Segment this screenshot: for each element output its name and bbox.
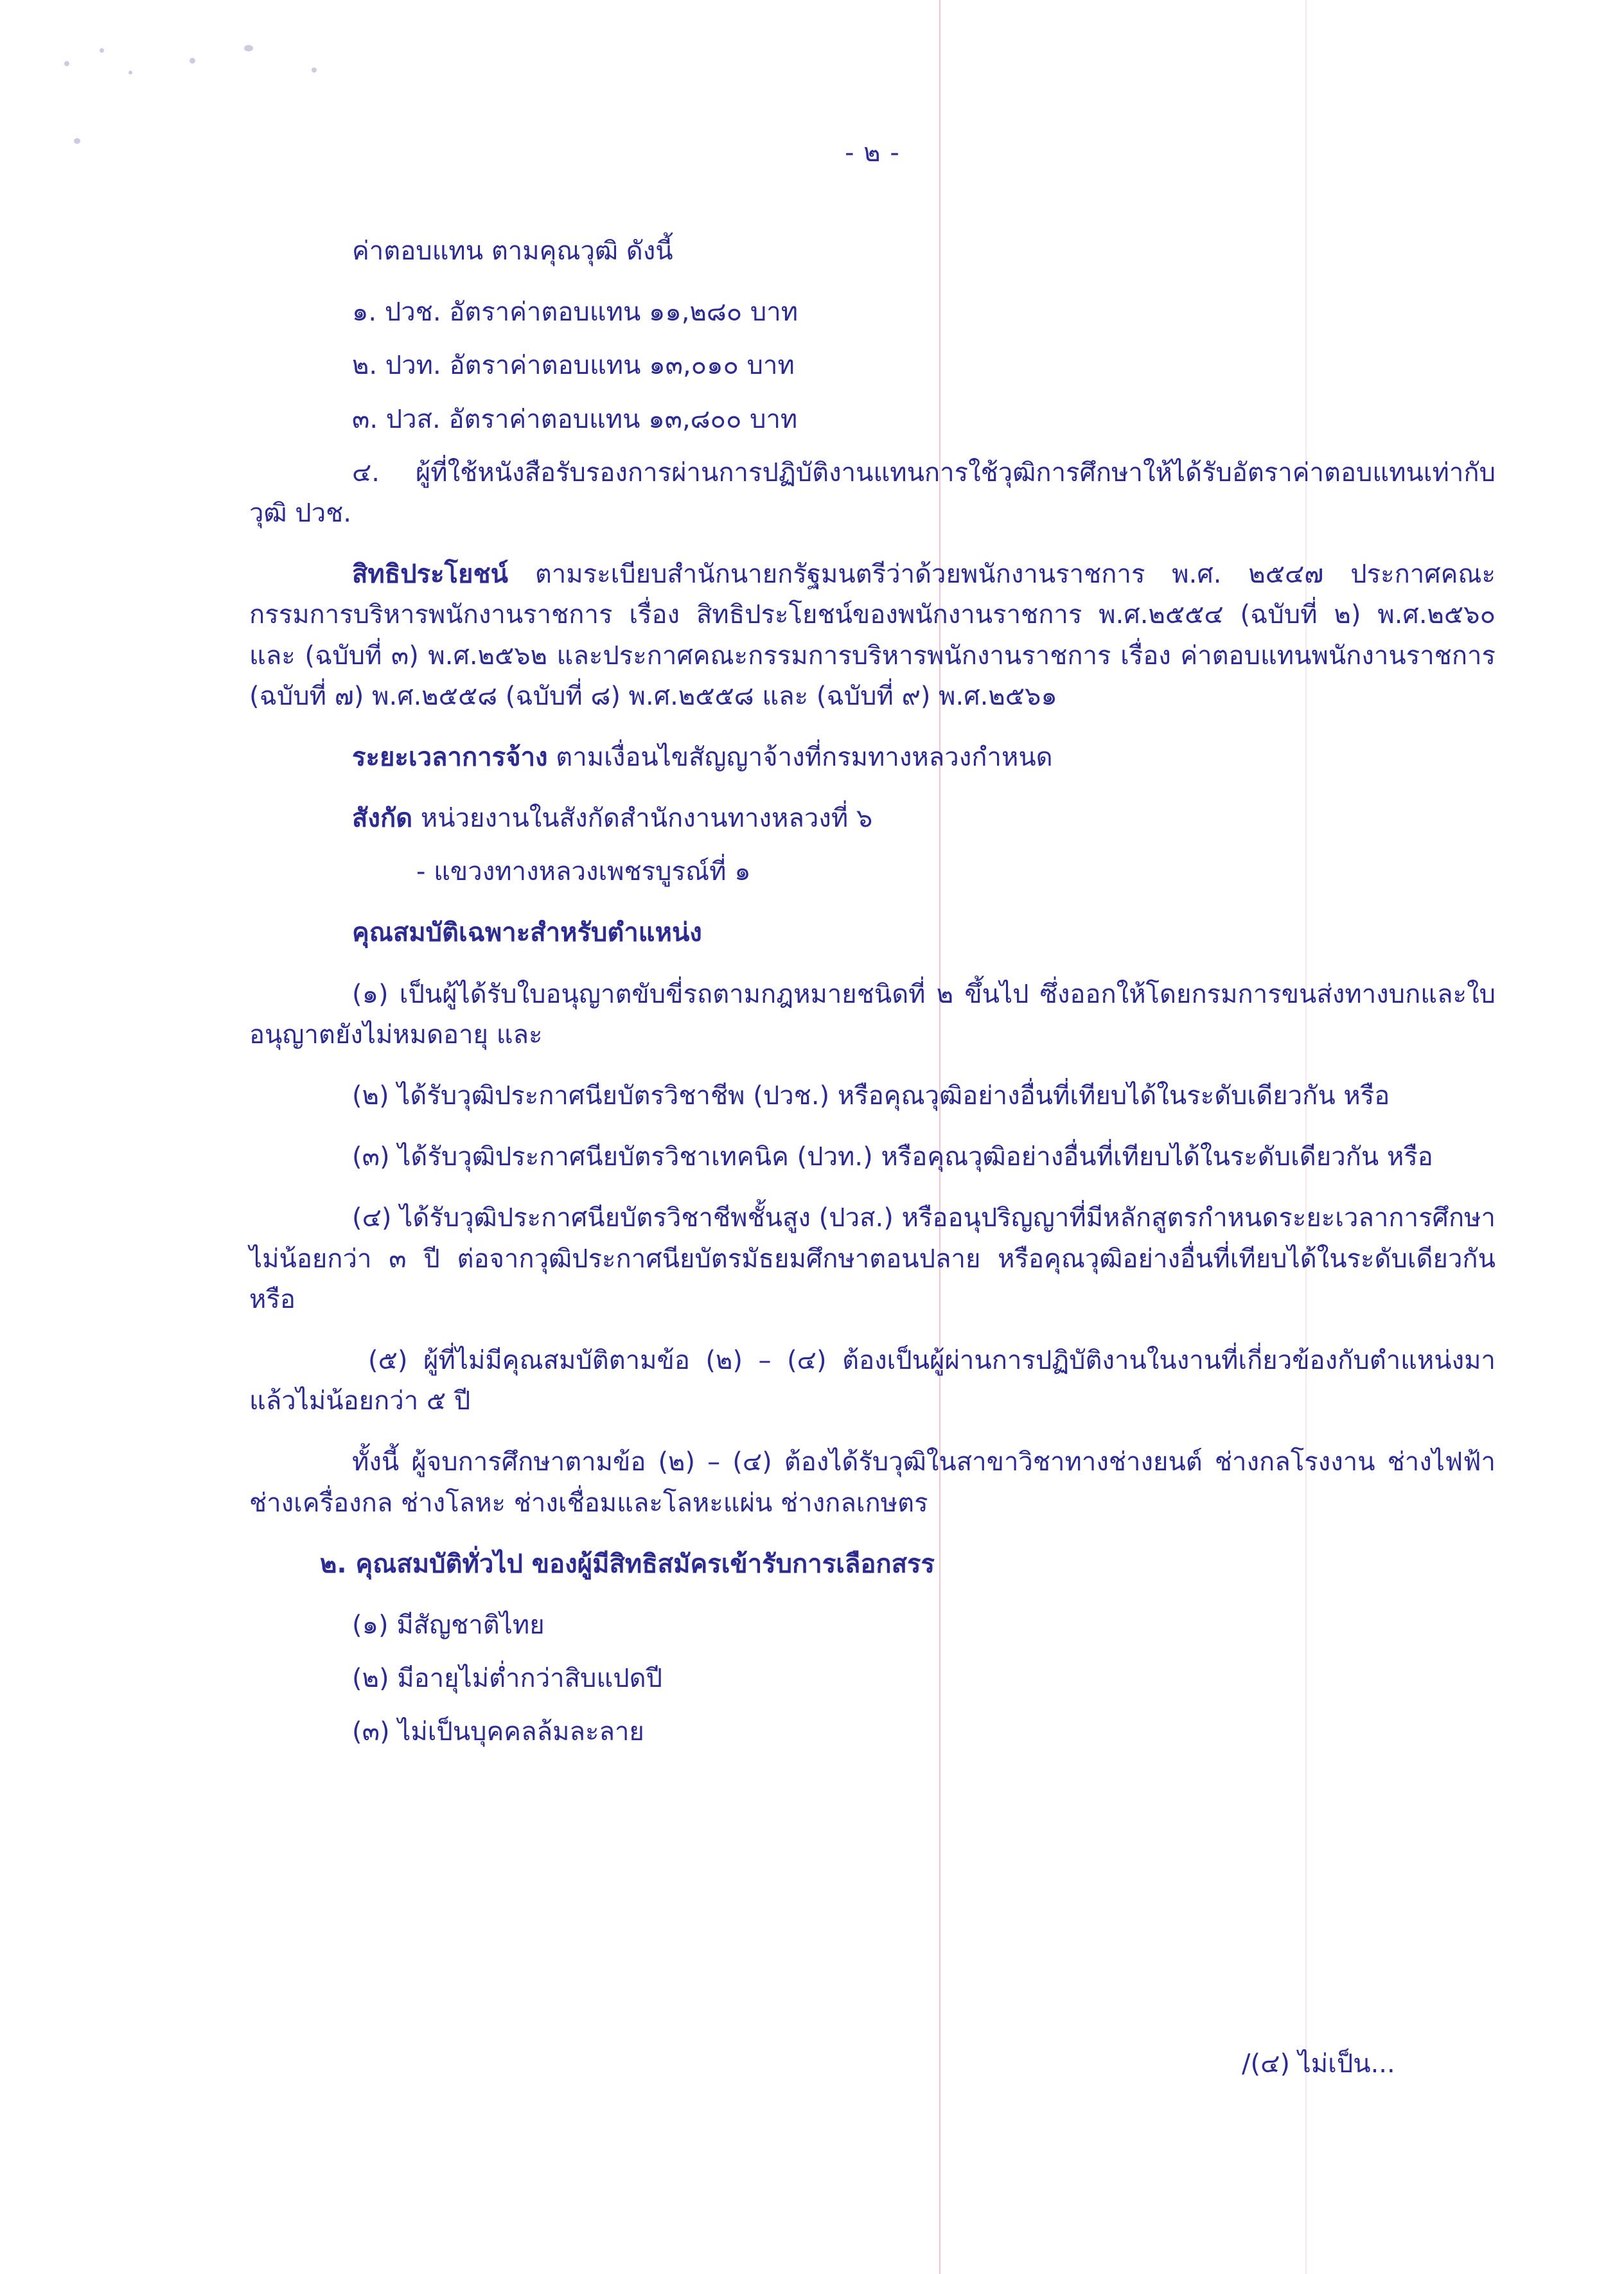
qualification-item-4: (๔) ได้รับวุฒิประกาศนียบัตรวิชาชีพชั้นสูง (ปวส.) หรืออนุปริญญาที่มีหลักสูตรกำหนดระยะเวลาการศึกษาไม่น้อยกว่า ๓ ปี ต่อจากวุฒิประกาศนียบัตรมัธยมศึกษาตอนปลาย หรือคุณวุฒิอย่างอื่นที่เทียบได้ในระดับเดียวกัน หรือ — [249, 1203, 1496, 1314]
document-body — [249, 231, 1496, 1765]
page-number: - ๒ - — [845, 138, 900, 168]
scan-speck — [190, 58, 195, 64]
employment-period-text: ตามเงื่อนไขสัญญาจ้างที่กรมทางหลวงกำหนด — [547, 742, 1053, 772]
scan-speck — [244, 45, 253, 51]
qualifications-heading: คุณสมบัติเฉพาะสำหรับตำแหน่ง — [352, 918, 702, 948]
compensation-heading: ค่าตอบแทน ตามคุณวุฒิ ดังนี้ — [352, 236, 673, 266]
qualification-item-2: (๒) ได้รับวุฒิประกาศนียบัตรวิชาชีพ (ปวช.) หรือคุณวุฒิอย่างอื่นที่เทียบได้ในระดับเดียวกัน หรือ — [352, 1081, 1390, 1111]
employment-period-label: ระยะเวลาการจ้าง — [352, 742, 548, 772]
qualification-note: ทั้งนี้ ผู้จบการศึกษาตามข้อ (๒) – (๔) ต้องได้รับวุฒิในสาขาวิชาทางช่างยนต์ ช่างกลโรงงาน ช่างไฟฟ้า ช่างเครื่องกล ช่างโลหะ ช่างเชื่อมและโลหะแผ่น ช่างกลเกษตร — [249, 1447, 1496, 1518]
affiliation-sub-item: - แขวงทางหลวงเพชรบูรณ์ที่ ๑ — [416, 857, 751, 887]
benefits-paragraph — [249, 554, 1496, 717]
scan-speck — [100, 48, 104, 53]
general-qualification-2: (๒) มีอายุไม่ต่ำกว่าสิบแปดปี — [352, 1664, 662, 1694]
compensation-item-2: ๒. ปวท. อัตราค่าตอบแทน ๑๓,๐๑๐ บาท — [352, 351, 795, 381]
compensation-item-3: ๓. ปวส. อัตราค่าตอบแทน ๑๓,๘๐๐ บาท — [352, 404, 798, 434]
affiliation-text: หน่วยงานในสังกัดสำนักงานทางหลวงที่ ๖ — [412, 804, 873, 834]
affiliation-label: สังกัด — [352, 804, 413, 834]
compensation-item-4: ๔. ผู้ที่ใช้หนังสือรับรองการผ่านการปฏิบัติงานแทนการใช้วุฒิการศึกษาให้ได้รับอัตราค่าตอบแทนเท่ากับวุฒิ ปวช. — [249, 457, 1496, 528]
employment-period-paragraph — [249, 737, 1496, 778]
benefits-text: ตามระเบียบสำนักนายกรัฐมนตรีว่าด้วยพนักงานราชการ พ.ศ. ๒๕๔๗ ประกาศคณะกรรมการบริหารพนักงานราชการ เรื่อง สิทธิประโยชน์ของพนักงานราชการ พ.ศ.๒๕๕๔ (ฉบับที่ ๒) พ.ศ.๒๕๖๐ และ (ฉบับที่ ๓) พ.ศ.๒๕๖๒ และประกาศคณะกรรมการบริหารพนักงานราชการ เรื่อง ค่าตอบแทนพนักงานราชการ (ฉบับที่ ๗) พ.ศ.๒๕๕๘ (ฉบับที่ ๘) พ.ศ.๒๕๕๘ และ (ฉบับที่ ๙) พ.ศ.๒๕๖๑ — [249, 560, 1496, 711]
general-qualification-3: (๓) ไม่เป็นบุคคลล้มละลาย — [352, 1717, 644, 1747]
compensation-item-1: ๑. ปวช. อัตราค่าตอบแทน ๑๑,๒๘๐ บาท — [352, 297, 799, 328]
qualification-item-3: (๓) ได้รับวุฒิประกาศนียบัตรวิชาเทคนิค (ปวท.) หรือคุณวุฒิอย่างอื่นที่เทียบได้ในระดับเดียวกัน หรือ — [352, 1142, 1433, 1172]
affiliation-paragraph — [249, 798, 1496, 839]
scan-speck — [64, 61, 69, 66]
general-qualifications-heading: ๒. คุณสมบัติทั่วไป ของผู้มีสิทธิสมัครเข้ารับการเลือกสรร — [320, 1549, 935, 1579]
footer-continuation-note: /(๔) ไม่เป็น... — [1242, 2049, 1395, 2079]
qualification-item-5: (๕) ผู้ที่ไม่มีคุณสมบัติตามข้อ (๒) – (๔) ต้องเป็นผู้ผ่านการปฏิบัติงานในงานที่เกี่ยวข้องกับตำแหน่งมาแล้วไม่น้อยกว่า ๕ ปี — [249, 1345, 1496, 1416]
general-qualification-1: (๑) มีสัญชาติไทย — [352, 1610, 545, 1640]
scan-speck — [128, 71, 132, 75]
scan-speck — [74, 138, 80, 144]
qualification-item-1: (๑) เป็นผู้ได้รับใบอนุญาตขับขี่รถตามกฎหมายชนิดที่ ๒ ขึ้นไป ซึ่งออกให้โดยกรมการขนส่งทางบกและใบอนุญาตยังไม่หมดอายุ และ — [249, 979, 1496, 1050]
scan-speck — [312, 67, 317, 73]
benefits-label: สิทธิประโยชน์ — [352, 560, 508, 590]
